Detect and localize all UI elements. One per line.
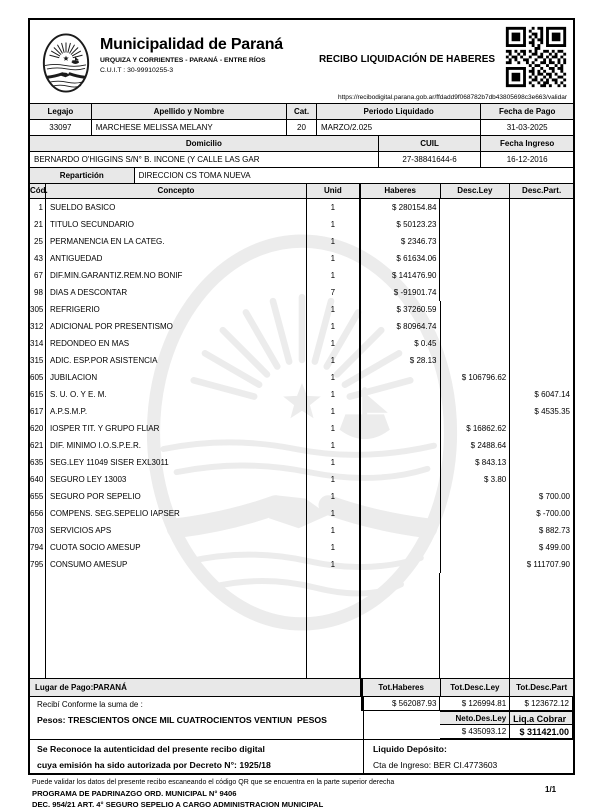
row-desc-ley: $ 2488.64 <box>441 437 511 454</box>
row-concept: A.P.S.M.P. <box>46 403 307 420</box>
table-filler <box>30 573 573 678</box>
row-desc-ley: $ 843.13 <box>441 454 511 471</box>
recibi-label: Recibí Conforme la suma de : <box>37 700 143 709</box>
row-concept: IOSPER TIT. Y GRUPO FLIAR <box>46 420 307 437</box>
row-concept: PERMANENCIA EN LA CATEG. <box>46 233 307 250</box>
row-code: 305 <box>30 301 46 318</box>
row-code: 635 <box>30 454 46 471</box>
row-code: 655 <box>30 488 46 505</box>
row-concept: SERVICIOS APS <box>46 522 307 539</box>
row-concept: SEGURO POR SEPELIO <box>46 488 307 505</box>
row-desc-part <box>510 216 573 233</box>
decreto-note: DEC. 954/21 ART. 4° SEGURO SEPELIO A CARGO ADMINISTRACION MUNICIPAL <box>32 800 324 809</box>
row-code: 621 <box>30 437 46 454</box>
row-haberes: $ 80964.74 <box>361 318 441 335</box>
row-concept: CONSUMO AMESUP <box>46 556 307 573</box>
row-desc-ley <box>441 318 511 335</box>
row-desc-part <box>510 267 573 284</box>
row-desc-part: $ -700.00 <box>536 509 570 518</box>
row-concept: ADICIONAL POR PRESENTISMO <box>46 318 307 335</box>
row-code: 605 <box>30 369 46 386</box>
row-haberes: $ 141476.90 <box>361 267 441 284</box>
reparticion-value: DIRECCION CS TOMA NUEVA <box>138 171 251 180</box>
row-desc-part <box>510 335 573 352</box>
row-desc-ley <box>440 284 510 301</box>
row-unit: 1 <box>307 420 361 437</box>
tot-haberes-value: $ 562087.93 <box>361 697 441 711</box>
row-concept: COMPENS. SEG.SEPELIO IAPSER <box>46 505 307 522</box>
table-row <box>30 267 573 284</box>
row-desc-part: $ 882.73 <box>538 526 570 535</box>
row-unit: 1 <box>307 488 361 505</box>
row-haberes <box>361 556 441 573</box>
fecha-ingreso-value: 16-12-2016 <box>506 155 548 164</box>
legajo-value: 33097 <box>30 120 92 135</box>
tot-desc-ley-value: $ 126994.81 <box>440 697 510 711</box>
row-code: 314 <box>30 335 46 352</box>
table-row <box>30 301 573 318</box>
table-row <box>30 488 573 505</box>
row-desc-ley: $ 3.80 <box>441 471 511 488</box>
row-haberes <box>361 488 441 505</box>
row-desc-part: $ 4535.35 <box>534 407 570 416</box>
totals-section <box>30 697 573 739</box>
row-haberes <box>361 522 441 539</box>
col-desc-ley: Desc.Ley <box>441 184 511 198</box>
row-code: 21 <box>30 216 46 233</box>
row-concept: SEG.LEY 11049 SISER EXL3011 <box>46 454 307 471</box>
row-concept: DIAS A DESCONTAR <box>46 284 307 301</box>
row-haberes <box>361 539 441 556</box>
org-cuit: C.U.I.T : 30-99910255-3 <box>100 67 174 74</box>
row-desc-part <box>510 454 573 471</box>
info-reparticion-row <box>30 168 573 184</box>
row-unit: 1 <box>307 437 361 454</box>
validation-url: https://recibodigital.parana.gob.ar/ffdadd9f068782b7db43805698c3e663/validar <box>337 94 567 101</box>
row-unit: 1 <box>307 216 361 233</box>
col-cod: Cód. <box>30 184 46 198</box>
qr-validate-note: Puede validar los datos del presente recibo escaneando el código QR que se encuentra en la parte superior derecha <box>32 779 395 786</box>
row-haberes <box>361 386 441 403</box>
table-row <box>30 386 573 403</box>
table-row <box>30 420 573 437</box>
row-code: 98 <box>30 284 46 301</box>
row-concept: DIF. MINIMO I.O.S.P.E.R. <box>46 437 307 454</box>
liq-a-cobrar-label: Liq.a Cobrar <box>510 711 573 725</box>
row-haberes: $ 2346.73 <box>361 233 441 250</box>
neto-des-ley-label: Neto.Des.Ley <box>440 711 510 725</box>
row-haberes <box>361 505 441 522</box>
org-address: URQUIZA Y CORRIENTES - PARANÁ - ENTRE RÍOS <box>100 57 266 64</box>
row-unit: 1 <box>307 454 361 471</box>
tot-desc-part-value: $ 123672.12 <box>510 697 573 711</box>
row-concept: CUOTA SOCIO AMESUP <box>46 539 307 556</box>
table-row <box>30 539 573 556</box>
row-code: 1 <box>30 199 46 216</box>
row-desc-ley <box>440 216 510 233</box>
receipt-document <box>28 18 575 775</box>
row-desc-ley <box>441 488 511 505</box>
row-concept: SEGURO LEY 13003 <box>46 471 307 488</box>
fecha-ingreso-label: Fecha Ingreso <box>481 136 573 151</box>
row-desc-part <box>510 437 573 454</box>
row-unit: 1 <box>307 250 361 267</box>
receipt-title: RECIBO LIQUIDACIÓN DE HABERES <box>318 54 496 65</box>
row-unit: 1 <box>307 505 361 522</box>
row-desc-ley <box>441 386 511 403</box>
table-row <box>30 437 573 454</box>
row-haberes: $ 61634.06 <box>361 250 441 267</box>
info-header-row-2 <box>30 136 573 152</box>
row-code: 67 <box>30 267 46 284</box>
table-header-row <box>30 184 573 199</box>
row-unit: 1 <box>307 335 361 352</box>
col-desc-part: Desc.Part. <box>522 186 562 195</box>
receipt-header <box>30 20 573 104</box>
auth-line-1: Se Reconoce la autenticidad del presente recibo digital <box>37 744 265 754</box>
row-unit: 1 <box>307 301 361 318</box>
row-desc-ley <box>440 199 510 216</box>
row-haberes: $ 28.13 <box>361 352 441 369</box>
row-unit: 1 <box>307 352 361 369</box>
auth-line-2: cuya emisión ha sido autorizada por Decreto N°: 1925/18 <box>37 760 271 770</box>
row-desc-part <box>510 199 573 216</box>
row-concept: S. U. O. Y E. M. <box>46 386 307 403</box>
info-value-row-2 <box>30 152 573 168</box>
row-unit: 1 <box>307 267 361 284</box>
row-desc-ley <box>440 233 510 250</box>
row-haberes <box>361 454 441 471</box>
row-desc-ley <box>440 250 510 267</box>
table-row <box>30 250 573 267</box>
qr-code <box>503 24 569 90</box>
row-unit: 1 <box>307 403 361 420</box>
col-haberes: Haberes <box>361 184 441 198</box>
org-name: Municipalidad de Paraná <box>100 36 284 53</box>
row-concept: TITULO SECUNDARIO <box>46 216 307 233</box>
row-desc-part <box>510 318 573 335</box>
table-row <box>30 403 573 420</box>
pesos-in-words: Pesos: TRESCIENTOS ONCE MIL CUATROCIENTOS VENTIUN PESOS <box>37 715 327 725</box>
fecha-pago-label: Fecha de Pago <box>481 104 573 119</box>
table-row <box>30 216 573 233</box>
row-code: 703 <box>30 522 46 539</box>
row-desc-part <box>510 369 573 386</box>
table-row <box>30 556 573 573</box>
apellido-value: MARCHESE MELISSA MELANY <box>92 120 287 135</box>
row-unit: 1 <box>307 556 361 573</box>
row-desc-ley <box>441 522 511 539</box>
apellido-label: Apellido y Nombre <box>92 104 287 119</box>
row-desc-part <box>510 301 573 318</box>
row-desc-part <box>510 233 573 250</box>
row-desc-ley <box>441 301 511 318</box>
table-row <box>30 505 573 522</box>
col-unid: Unid <box>307 184 361 198</box>
periodo-value: MARZO/2.025 <box>317 120 481 135</box>
row-desc-part: $ 700.00 <box>538 492 570 501</box>
tot-desc-ley-label: Tot.Desc.Ley <box>441 679 511 696</box>
row-desc-part <box>510 471 573 488</box>
row-code: 795 <box>30 556 46 573</box>
row-code: 656 <box>30 505 46 522</box>
row-unit: 1 <box>307 522 361 539</box>
liquido-deposito-label: Liquido Depósito: <box>373 744 447 754</box>
row-code: 794 <box>30 539 46 556</box>
row-unit: 1 <box>307 233 361 250</box>
row-desc-ley <box>441 335 511 352</box>
row-code: 312 <box>30 318 46 335</box>
row-haberes <box>361 403 441 420</box>
table-row <box>30 454 573 471</box>
tot-desc-part-label: Tot.Desc.Part <box>516 683 568 692</box>
row-unit: 1 <box>307 471 361 488</box>
row-desc-ley <box>441 505 511 522</box>
row-haberes: $ 37260.59 <box>361 301 441 318</box>
row-haberes: $ 50123.23 <box>361 216 441 233</box>
row-desc-ley <box>441 352 511 369</box>
table-row <box>30 522 573 539</box>
row-desc-part <box>510 250 573 267</box>
row-concept: SUELDO BASICO <box>46 199 307 216</box>
row-desc-part: $ 499.00 <box>538 543 570 552</box>
domicilio-value: BERNARDO O'HIGGINS S/N° B. INCONE (Y CALLE LAS GAR <box>30 152 379 167</box>
table-row <box>30 369 573 386</box>
tot-haberes-label: Tot.Haberes <box>361 679 441 696</box>
row-desc-ley: $ 106796.62 <box>441 369 511 386</box>
municipality-seal-logo <box>40 31 92 95</box>
recibi-conforme-box <box>30 697 364 739</box>
row-unit: 1 <box>307 386 361 403</box>
table-body <box>30 199 573 678</box>
row-haberes <box>361 471 441 488</box>
row-unit: 1 <box>307 369 361 386</box>
row-concept: ADIC. ESP.POR ASISTENCIA <box>46 352 307 369</box>
row-haberes: $ 0.45 <box>361 335 441 352</box>
org-block <box>100 36 283 74</box>
row-desc-ley: $ 16862.62 <box>441 420 511 437</box>
lugar-de-pago: Lugar de Pago:PARANÁ <box>30 679 361 696</box>
row-code: 25 <box>30 233 46 250</box>
row-concept: ANTIGUEDAD <box>46 250 307 267</box>
authenticity-box <box>30 739 573 775</box>
table-row <box>30 284 573 301</box>
table-row <box>30 471 573 488</box>
cat-label: Cat. <box>287 104 317 119</box>
table-row <box>30 335 573 352</box>
row-desc-part <box>510 420 573 437</box>
table-row <box>30 199 573 216</box>
legajo-label: Legajo <box>30 104 92 119</box>
table-row <box>30 352 573 369</box>
fecha-pago-value: 31-03-2025 <box>506 123 548 132</box>
row-unit: 7 <box>307 284 361 301</box>
row-desc-ley <box>441 403 511 420</box>
row-code: 315 <box>30 352 46 369</box>
row-desc-ley <box>441 539 511 556</box>
row-haberes <box>361 420 441 437</box>
row-haberes: $ 280154.84 <box>361 199 441 216</box>
row-desc-part: $ 111707.90 <box>526 560 570 569</box>
row-code: 640 <box>30 471 46 488</box>
row-concept: JUBILACION <box>46 369 307 386</box>
row-unit: 1 <box>307 318 361 335</box>
page-number: 1/1 <box>545 785 557 794</box>
row-desc-part <box>510 352 573 369</box>
row-haberes: $ -91901.74 <box>361 284 441 301</box>
row-desc-part <box>510 284 573 301</box>
row-code: 617 <box>30 403 46 420</box>
domicilio-label: Domicilio <box>30 136 379 151</box>
periodo-label: Periodo Liquidado <box>317 104 481 119</box>
row-unit: 1 <box>307 539 361 556</box>
row-concept: DIF.MIN.GARANTIZ.REM.NO BONIF <box>46 267 307 284</box>
programa-note: PROGRAMA DE PADRINAZGO ORD. MUNICIPAL N° 9406 <box>32 789 237 798</box>
row-concept: REDONDEO EN MAS <box>46 335 307 352</box>
row-haberes <box>361 369 441 386</box>
table-row <box>30 233 573 250</box>
reparticion-label: Repartición <box>30 168 135 183</box>
cuil-label: CUIL <box>379 136 482 151</box>
liq-a-cobrar-value: $ 311421.00 <box>510 725 573 739</box>
cat-value: 20 <box>287 120 317 135</box>
row-haberes <box>361 437 441 454</box>
row-code: 615 <box>30 386 46 403</box>
table-row <box>30 318 573 335</box>
row-code: 43 <box>30 250 46 267</box>
row-code: 620 <box>30 420 46 437</box>
info-header-row-1 <box>30 104 573 120</box>
row-desc-part: $ 6047.14 <box>534 390 570 399</box>
totals-header-row <box>30 678 573 697</box>
col-concepto: Concepto <box>46 184 307 198</box>
row-concept: REFRIGERIO <box>46 301 307 318</box>
cta-ingreso-value: Cta de Ingreso: BER CI.4773603 <box>373 760 498 770</box>
info-value-row-1 <box>30 120 573 136</box>
row-desc-ley <box>440 267 510 284</box>
row-desc-ley <box>441 556 511 573</box>
neto-des-ley-value: $ 435093.12 <box>440 725 510 739</box>
row-unit: 1 <box>307 199 361 216</box>
cuil-value: 27-38841644-6 <box>379 152 482 167</box>
